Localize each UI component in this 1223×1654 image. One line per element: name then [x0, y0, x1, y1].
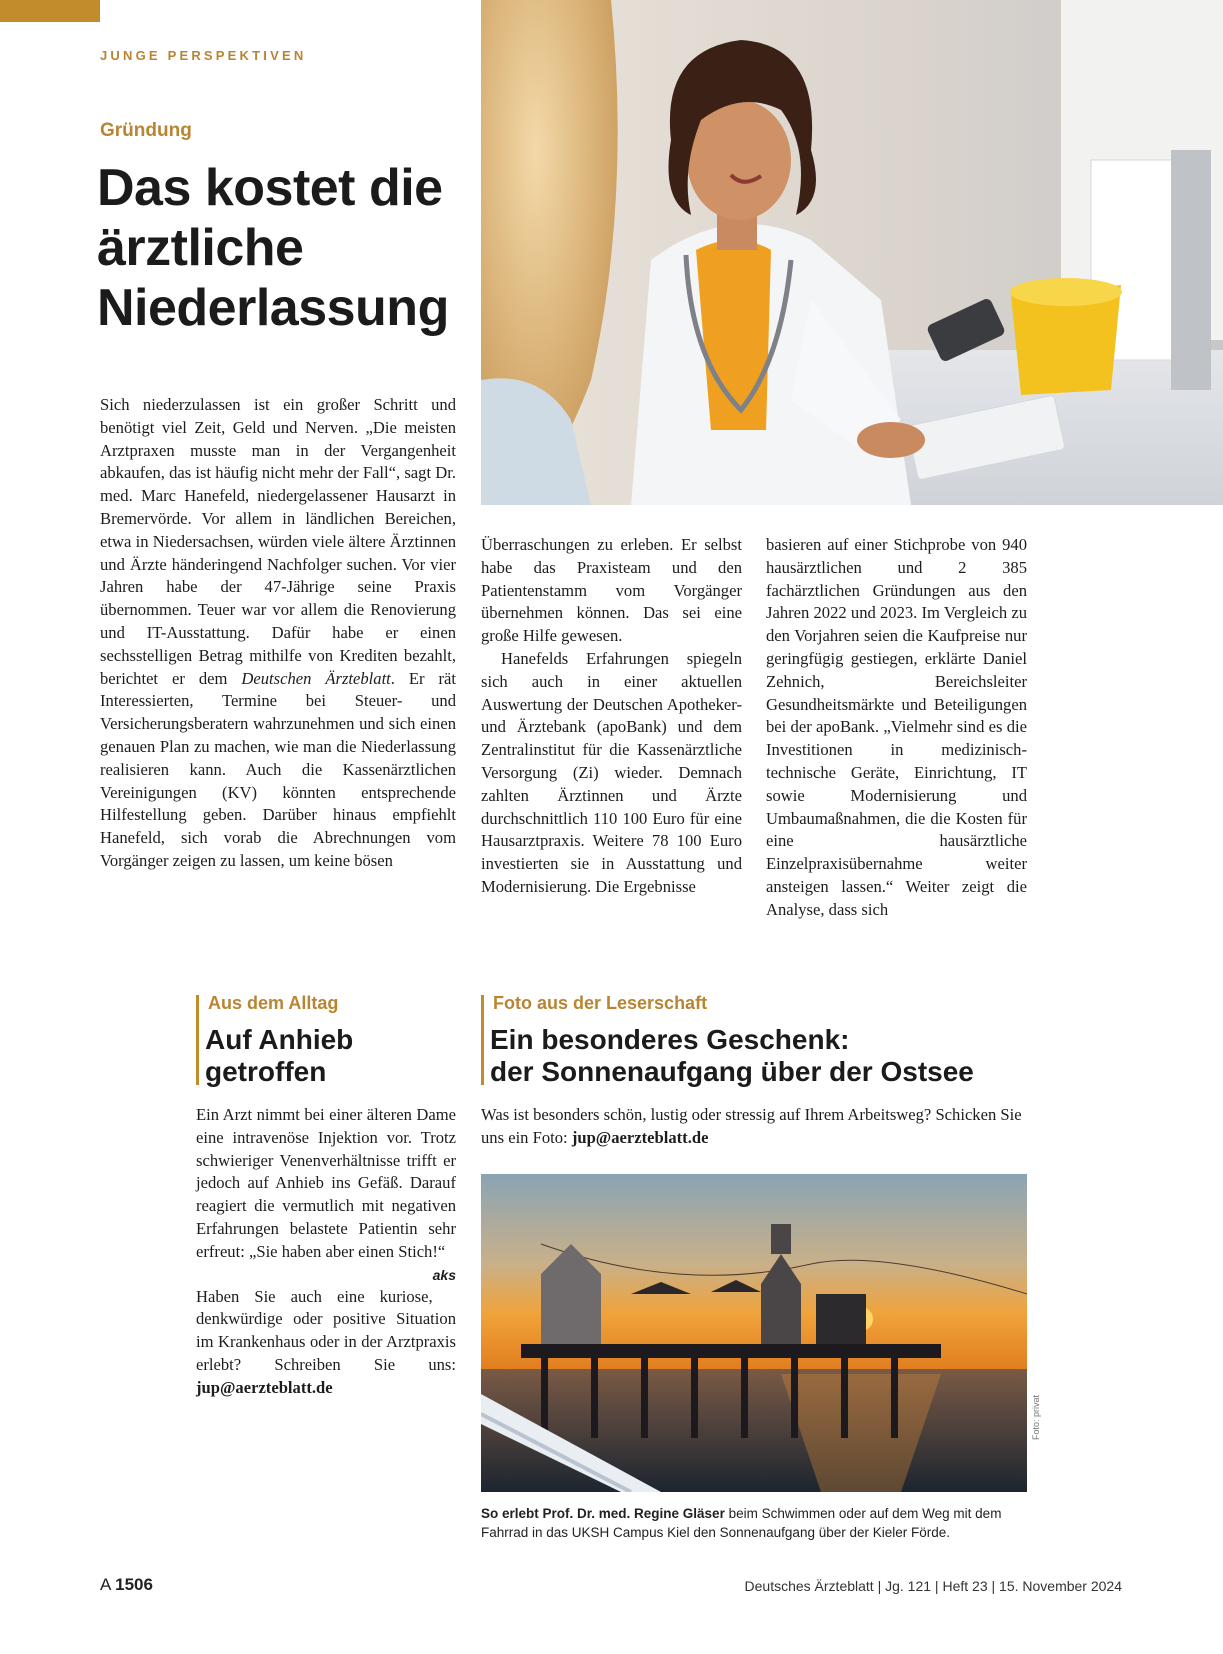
page-title: Das kostet die ärztliche Niederlassung: [97, 159, 449, 337]
sunrise-photo: [481, 1174, 1027, 1492]
page-number-value: 1506: [115, 1575, 153, 1594]
section-label: JUNGE PERSPEKTIVEN: [100, 48, 307, 63]
email-link[interactable]: jup@aerzteblatt.de: [196, 1377, 333, 1397]
footer-date: 15. November 2024: [999, 1578, 1122, 1594]
photo-credit: Foto: privat: [1031, 1394, 1041, 1440]
article-paragraph: Hanefelds Erfahrungen spiegeln sich auch in einer aktuellen Auswertung der Deutschen Apotheker- und Ärztebank (apoBank) und dem Zentralinstitut für die Kassenärztliche Versorgung (Zi) wieder. Demnach zahlten Ärztinnen und Ärzte durchschnittlich 110 100 Euro für eine Hausarztpraxis. Weitere 78 100 Euro investierten sie in Ausstattung und Modernisierung. Die Ergebnisse: [481, 648, 742, 896]
alltag-body-text: Ein Arzt nimmt bei einer älteren Dame eine intravenöse Injektion vor. Trotz schwieriger Venenverhältnisse trifft er jedoch auf Anhieb ins Gefäß. Darauf reagiert die vermutlich mit negativen Erfahrungen belastete Patientin sehr erfreut: „Sie haben aber einen Stich!“: [196, 1105, 456, 1261]
article-text: . Er rät Interessierten, Termine bei Steuer- und Versicherungsberatern wahrzunehmen und sich einen genauen Plan zu machen, wie man die Niederlassung realisieren kann. Auch die Kassenärztlichen Vereinigungen (KV) könnten entsprechende Hilfestellung geben. Darüber hinaus empfiehlt Hanefeld, sich vorab die Abrechnungen vom Vorgänger zeigen zu lassen, um keine bösen: [100, 668, 457, 870]
journal-name-italic: Deutschen Ärzteblatt: [241, 668, 391, 688]
photo-caption: [481, 1504, 1027, 1542]
pier-sunrise-illustration: [481, 1174, 1027, 1492]
author-initials: aks: [432, 1266, 456, 1283]
alltag-title-line: getroffen: [205, 1056, 327, 1087]
accent-bar: [0, 0, 100, 22]
leser-title-line: der Sonnenaufgang über der Ostsee: [490, 1056, 974, 1087]
alltag-story: [196, 1104, 456, 1400]
leser-title: [490, 1024, 974, 1088]
leser-intro-text: Was ist besonders schön, lustig oder stressig auf Ihrem Arbeitsweg? Schicken Sie uns ein Foto:: [481, 1105, 1022, 1147]
article-text: Sich niederzulassen ist ein großer Schritt und benötigt viel Zeit, Geld und Nerven. „Die meisten Arztpraxen musste man in der Vergangenheit abkaufen, das ist häufig nicht mehr der Fall“, sagt Dr. med. Marc Hanefeld, niedergelassener Hausarzt in Bremervörde. Vor allem in ländlichen Bereichen, etwa in Niedersachsen, würden viele ältere Ärztinnen und Ärzte händeringend Nachfolger suchen. Vor vier Jahren habe der 47-Jährige seine Praxis übernommen. Teuer war vor allem die Renovierung und IT-Ausstattung. Dafür habe er einen sechsstelligen Betrag mithilfe von Krediten bezahlt, berichtet er dem: [100, 395, 456, 688]
leser-title-line: Ein besonderes Geschenk:: [490, 1024, 850, 1055]
footer-issue: Heft 23: [942, 1578, 988, 1594]
article-paragraph: Überraschungen zu erleben. Er selbst habe das Praxisteam und den Patientenstamm vom Vorgänger übernehmen können. Das sei eine große Hilfe gewesen.: [481, 535, 742, 646]
alltag-title: [205, 1024, 353, 1088]
alltag-kicker: Aus dem Alltag: [208, 993, 339, 1013]
call-text: Haben Sie auch eine kuriose, denkwürdige oder positive Situation im Krankenhaus oder in der Arztpraxis erlebt? Schreiben Sie uns:: [196, 1286, 456, 1374]
alltag-title-line: Auf Anhieb: [205, 1024, 354, 1055]
leser-accent-rule: [481, 995, 484, 1085]
footer-volume: Jg. 121: [885, 1578, 932, 1594]
hero-photo: [481, 0, 1223, 505]
caption-name: So erlebt Prof. Dr. med. Regine Gläser: [481, 1506, 725, 1521]
article-column-1: [100, 394, 456, 873]
email-link[interactable]: jup@aerzteblatt.de: [571, 1127, 709, 1147]
leser-intro: [481, 1104, 1041, 1150]
journal-footer: Deutsches Ärzteblatt | Jg. 121 | Heft 23 | 15. November 2024: [744, 1578, 1122, 1594]
alltag-body: [196, 1104, 456, 1283]
footer-journal: Deutsches Ärzteblatt: [744, 1578, 874, 1594]
alltag-call-to-action: [196, 1286, 456, 1400]
page-number: [100, 1575, 153, 1595]
leser-kicker: Foto aus der Leserschaft: [493, 993, 708, 1013]
caption-text: beim Schwimmen oder auf dem Weg mit dem Fahrrad in das UKSH Campus Kiel den Sonnenaufgang über der Kieler Förde.: [481, 1506, 1002, 1540]
alltag-accent-rule: [196, 995, 199, 1085]
article-column-3: basieren auf einer Stichprobe von 940 hausärztlichen und 2 385 fachärztlichen Gründungen aus den Jahren 2022 und 2023. Im Vergleich zu den Vorjahren seien die Kaufpreise nur geringfügig gestiegen, erklärte Daniel Zehnich, Bereichsleiter Gesundheitsmärkte und Beteiligungen bei der apoBank. „Vielmehr sind es die Investitionen in medizinisch-technische Geräte, Einrichtung, IT sowie Modernisierung und Umbaumaßnahmen, die die Kosten für eine hausärztliche Einzelpraxisübernahme weiter ansteigen lassen.“ Weiter zeigt die Analyse, dass sich: [766, 535, 1027, 919]
article-column-2: [481, 534, 742, 899]
article-kicker: Gründung: [100, 120, 192, 141]
page-prefix: A: [100, 1575, 111, 1594]
doctor-illustration: [481, 0, 1223, 505]
